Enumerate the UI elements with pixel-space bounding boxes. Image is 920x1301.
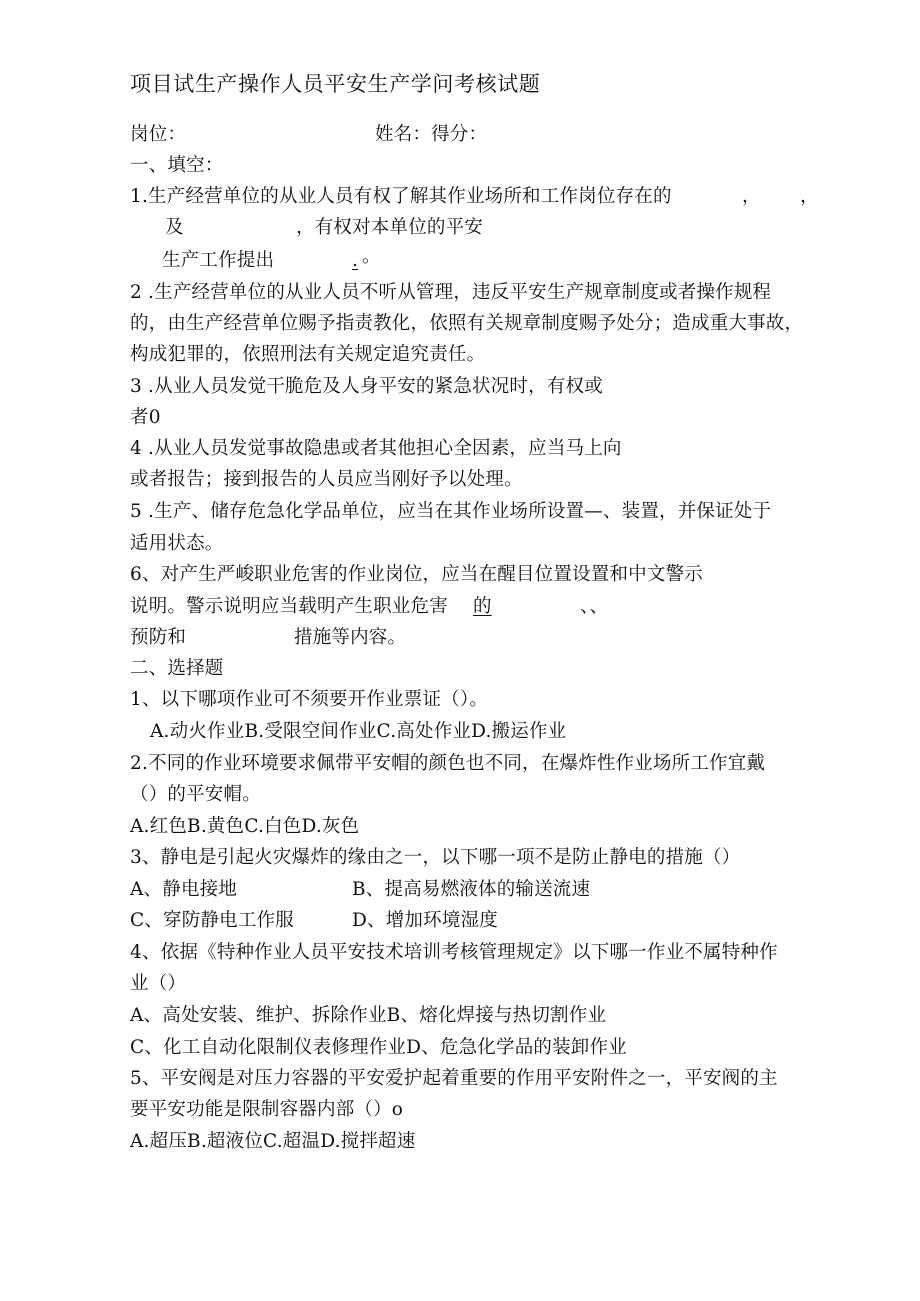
s1-q1-comma1: ， <box>742 186 761 207</box>
s1-q6-line2c: 、、 <box>580 596 609 617</box>
s2-q2-stem-line2: （）的平安帽。 <box>130 784 261 805</box>
s2-q3-option-b: B、提高易燃液体的输送流速 <box>352 879 591 900</box>
s2-q5-stem-line2: 要平安功能是限制容器内部（）o <box>130 1099 404 1120</box>
s2-q4-stem-line1: 4、依据《特种作业人员平安技术培训考核管理规定》以下哪一作业不属特种作 <box>130 942 778 963</box>
s2-q2-stem-line1: 2.不同的作业环境要求佩带平安帽的颜色也不同，在爆炸性作业场所工作宜戴 <box>130 753 766 774</box>
s2-q3-option-c: C、穿防静电工作服 <box>130 910 294 931</box>
s1-q2-line3: 构成犯罪的，依照刑法有关规定追究责任。 <box>130 344 486 365</box>
s2-q4-stem-line2: 业（） <box>130 973 187 994</box>
s1-q4-line1: 4 .从业人员发觉事故隐患或者其他担心全因素，应当马上向 <box>130 438 622 459</box>
s2-q3-option-a: A、静电接地 <box>130 879 238 900</box>
s1-q1-line2a: 及 <box>165 217 184 238</box>
s1-q3-line2: 者0 <box>130 407 161 428</box>
s1-q4-line2: 或者报告；接到报告的人员应当刚好予以处理。 <box>130 469 523 490</box>
s2-q2-options: A.红色B.黄色C.白色D.灰色 <box>130 816 360 837</box>
s2-q1-options: A.动火作业B.受限空间作业C.高处作业D.搬运作业 <box>150 721 567 742</box>
s1-q5-line2: 适用状态。 <box>130 533 224 554</box>
s1-q1-line3a: 生产工作提出 <box>162 250 275 271</box>
s1-q6-line2b: 的 <box>473 596 492 617</box>
s1-q1-line1: 1.生产经营单位的从业人员有权了解其作业场所和工作岗位存在的 <box>130 186 672 207</box>
section2-heading: 二、选择题 <box>130 658 224 679</box>
s1-q3-line1: 3 .从业人员发觉干脆危及人身平安的紧急状况时，有权或 <box>130 376 603 397</box>
s1-q6-line3a: 预防和 <box>130 627 187 648</box>
s2-q5-stem-line1: 5、平安阀是对压力容器的平安爱护起着重要的作用平安附件之一，平安阀的主 <box>130 1068 778 1089</box>
s1-q1-line2b: ，有权对本单位的平安 <box>296 217 484 238</box>
s1-q5-line1: 5 .生产、储存危急化学品单位，应当在其作业场所设置—、装置，并保证处于 <box>130 501 772 522</box>
name-score-label: 姓名：得分： <box>375 124 488 145</box>
s1-q6-line2a: 说明。警示说明应当载明产生职业危害 <box>130 596 448 617</box>
s1-q2-line2: 的，由生产经营单位赐予指责教化，依照有关规章制度赐予处分；造成重大事故， <box>130 313 804 334</box>
s1-q1-line3c: 。 <box>362 246 381 267</box>
s2-q4-options-ab: A、高处安装、维护、拆除作业B、熔化焊接与热切割作业 <box>130 1005 607 1026</box>
s2-q5-options: A.超压B.超液位C.超温D.搅拌超速 <box>130 1131 416 1152</box>
s1-q6-line1: 6、对产生严峻职业危害的作业岗位，应当在醒目位置设置和中文警示 <box>130 564 703 585</box>
s1-q6-line3b: 措施等内容。 <box>294 627 407 648</box>
s1-q1-comma2: ， <box>800 186 819 207</box>
s2-q3-option-d: D、增加环境湿度 <box>352 910 498 931</box>
exam-title: 项目试生产操作人员平安生产学问考核试题 <box>130 72 541 96</box>
s1-q2-line1: 2 .生产经营单位的从业人员不听从管理，违反平安生产规章制度或者操作规程 <box>130 282 772 303</box>
s2-q3-stem: 3、静电是引起火灾爆炸的缘由之一，以下哪一项不是防止静电的措施（） <box>130 847 741 868</box>
s1-q1-line3b: . <box>352 250 359 271</box>
s2-q4-options-cd: C、化工自动化限制仪表修理作业D、危急化学品的装卸作业 <box>130 1037 627 1058</box>
section1-heading: 一、填空： <box>130 155 224 176</box>
position-label: 岗位： <box>130 124 187 145</box>
s2-q1-stem: 1、以下哪项作业可不须要开作业票证（）。 <box>130 689 489 710</box>
